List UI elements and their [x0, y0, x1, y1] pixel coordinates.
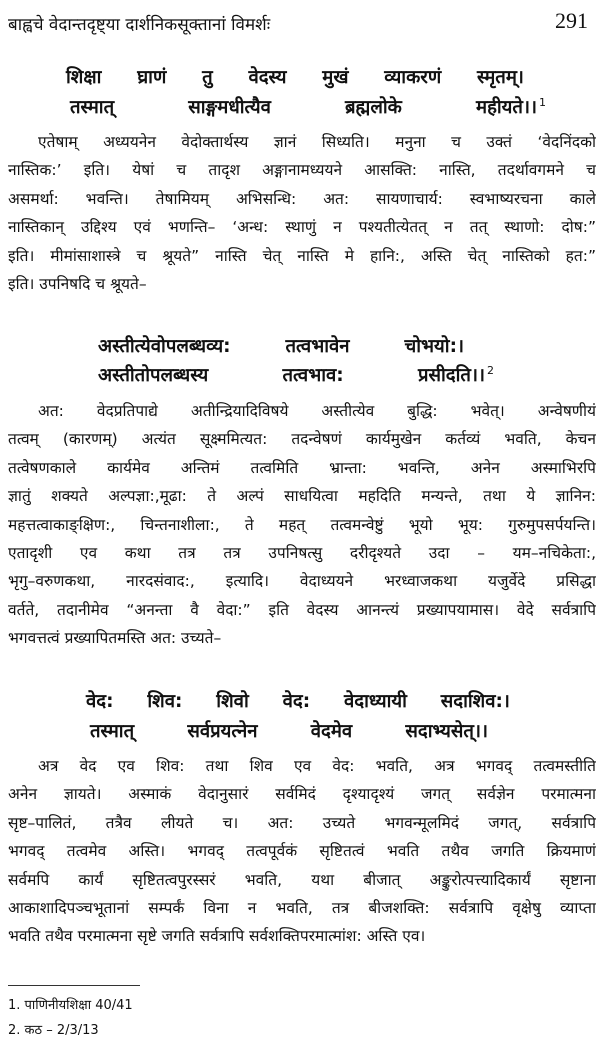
running-head: बाह्वचे वेदान्तदृष्ट्या दार्शनिकसूक्तानां विमर्शः [8, 15, 271, 35]
verse-word: शिव: [147, 691, 183, 712]
verse-word: सदाभ्यसेत्।। [405, 721, 488, 742]
paragraph-3 [8, 752, 596, 951]
verse-word: साङ्गमधीत्यैव [188, 97, 271, 118]
text-line: सर्वमपि कार्यं सृष्टितत्वपुरस्सरं भवति, यथा बीजात् अङ्कुरोत्पत्त्यादिकार्यं सृष्टाना [8, 870, 596, 889]
text-line: आकाशादिपञ्चभूतानां सम्पर्कं विना न भवति, तत्र बीजशक्ति: सर्वत्रापि वृक्षेषु व्याप्ता [8, 898, 596, 917]
verse-word: अस्तीत्येवोपलब्धव्य: [98, 336, 231, 357]
footnote-marker: 2 [487, 363, 494, 377]
verse-word: प्रसीदति।। 2 [417, 363, 494, 386]
verse-word: व्याकरणं [384, 67, 442, 88]
verse-word: चोभयो:। [404, 336, 464, 357]
footnote-1: 1. पाणिनीयशिक्षा 40/41 [8, 998, 133, 1013]
text-line: नास्तिकान् उद्दिश्य एवं भणन्ति– ‘अन्ध: स्थाणुं न पश्यतीत्येतत् न तत् स्थाणो: दोष:” [8, 218, 596, 237]
text-line: नास्तिक:’ इति। येषां च तादृश अङ्गानामध्ययने आसक्ति: नास्ति, तदर्थावगमने च [8, 161, 596, 180]
verse-word: वेदमेव [310, 721, 353, 742]
verse-word: स्मृतम्। [477, 67, 524, 88]
text-line: असमर्था: भवन्ति। तेषामियम् अभिसन्धि: अत: सायणाचार्य: स्वभाष्यरचना काले [8, 189, 596, 208]
verse-word: वेद: [282, 691, 311, 712]
text-line: तत्वम् (कारणम्) अत्यंत सूक्ष्ममित्यत: तदन्वेषणं कार्यमुखेन कर्तव्यं भवति, केचन [8, 430, 596, 449]
text-line: महत्तत्वाकाङ्क्षिण:, चिन्तनाशीला:, ते महत् तत्वमन्वेष्टुं भूयो भूय: गुरुमुपसर्पयन्ति। [8, 515, 596, 534]
text-line: भवति तथैव परमात्मना सृष्टे जगति सर्वत्रापि सर्वशक्तिपरमात्मांश: अस्ति एव। [8, 927, 426, 946]
text-line: अनेन ज्ञायते। अस्माकं वेदानुसारं सर्वमिदं दृश्यादृश्यं जगत् सर्वज्ञेन परमात्मना [8, 785, 596, 804]
text-line: भगवद् तत्वमेव अस्ति। भगवद् तत्वपूर्वकं सृष्टितत्वं भवति तथैव जगति क्रियमाणं [8, 842, 596, 861]
verse-word: शिवो [216, 691, 249, 712]
verse-1-line-1 [66, 64, 524, 89]
verse-word: तत्वभाव: [282, 365, 344, 386]
text-line: अत: वेदप्रतिपाद्ये अतीन्द्रियादिविषये अस्तीत्येव बुद्धि: भवेत्। अन्वेषणीयं [38, 402, 596, 420]
text-line: एतादृशी एव कथा तत्र तत्र उपनिषत्सु दरीदृश्यते उदा – यम–नचिकेता:, [8, 543, 596, 562]
verse-word: महीयते।। 1 [476, 95, 546, 118]
verse-word: मुखं [322, 67, 349, 88]
verse-word: तस्मात् [70, 97, 115, 118]
text-line: ज्ञातुं शक्यते अल्पज्ञा:,मूढा: ते अल्पं साधयित्वा महदिति मन्यन्ते, तथा ये ज्ञानिन: [8, 487, 596, 506]
page-header [8, 8, 592, 38]
footnote-2: 2. कठ – 2/3/13 [8, 1023, 99, 1038]
verse-word: वेद: [86, 691, 114, 712]
verse-word: शिक्षा [66, 67, 102, 88]
text-line: इति। मीमांसाशास्त्रे च श्रूयते” नास्ति चेत् नास्ति मे हानि:, अस्ति चेत् नास्तिको हत:” [8, 246, 596, 265]
text-line: अत्र वेद एव शिव: तथा शिव एव वेद: भवति, अत्र भगवद् तत्वमस्तीति [38, 757, 596, 775]
verse-3-line-1 [86, 688, 510, 713]
text-line: एतेषाम् अध्ययनेन वेदोक्तार्थस्य ज्ञानं सिध्यति। मनुना च उक्तं ‘वेदनिंदको [38, 133, 596, 151]
verse-word: अस्तीतोपलब्धस्य [98, 365, 209, 386]
verse-word: ब्रह्मलोके [344, 97, 402, 118]
verse-word: घ्राणं [137, 67, 167, 88]
verse-word: सदाशिव:। [440, 691, 510, 712]
footnote-divider [8, 985, 140, 986]
verse-word: तु [202, 67, 213, 88]
text-line: वर्तते, तदानीमेव “अनन्ता वै वेदा:” इति वेदस्य आनन्त्यं प्रख्यापयामास। वेदे सर्वत्रापि [8, 600, 596, 619]
text-line: भृगु–वरुणकथा, नारदसंवाद:, इत्यादि। वेदाध्ययने भरध्वाजकथा यजुर्वेदे प्रसिद्धा [8, 572, 596, 591]
text-line: इति। उपनिषदि च श्रूयते– [8, 274, 147, 293]
verse-word: तत्वभावेन [285, 336, 350, 357]
text-line: भगवत्तत्वं प्रख्यापितमस्ति अत: उच्यते– [8, 629, 222, 648]
verse-word: तस्मात् [90, 721, 135, 742]
verse-3-line-2 [90, 718, 488, 743]
footnote-marker: 1 [538, 95, 546, 109]
verse-word: वेदस्य [248, 67, 287, 88]
verse-2-line-1 [98, 333, 464, 358]
verse-2-line-2 [98, 362, 494, 387]
verse-word: वेदाध्यायी [343, 691, 407, 712]
text-line: तत्वेषणकाले कार्यमेव अन्तिमं तत्वमिति भ्रान्ता: भवन्ति, अनेन अस्माभिरपि [8, 458, 596, 477]
page-number: 291 [555, 8, 588, 33]
verse-1-line-2 [70, 94, 546, 119]
paragraph-1 [8, 128, 596, 298]
paragraph-2 [8, 397, 596, 653]
verse-word: सर्वप्रयत्नेन [187, 721, 258, 742]
text-line: सृष्ट–पालितं, तत्रैव लीयते च। अत: उच्यते भगवन्मूलमिदं जगत्, सर्वत्रापि [8, 813, 596, 832]
